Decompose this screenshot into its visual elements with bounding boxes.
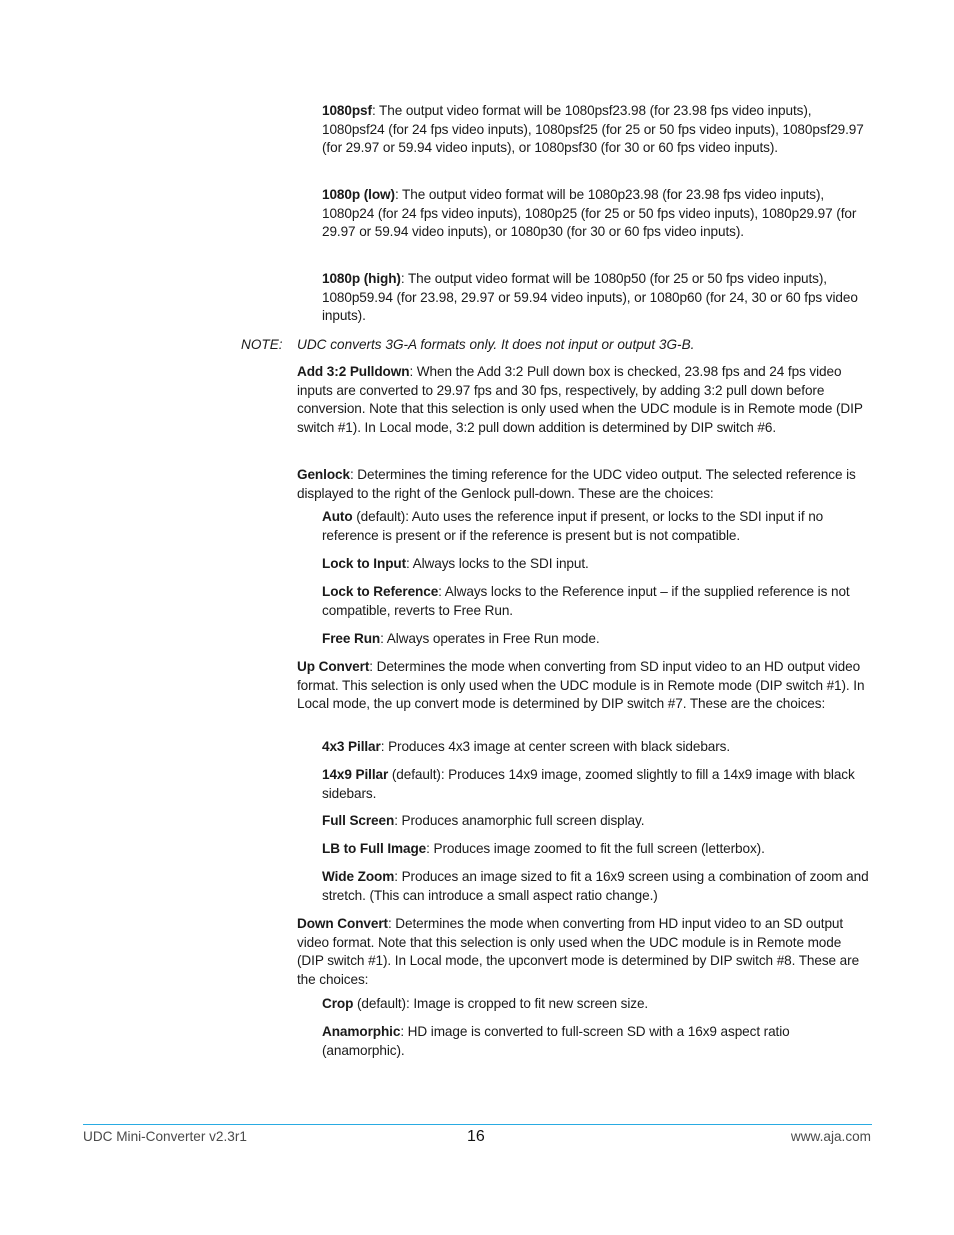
term-label: Free Run (322, 631, 381, 646)
footer-website-link[interactable]: www.aja.com (790, 1129, 871, 1144)
definition-crop (322, 995, 874, 1014)
term-description: : Always locks to the Reference input – if the supplied reference is not compatible, reverts to Free Run. (322, 584, 850, 618)
definition-up-convert (297, 658, 871, 714)
term-label: Lock to Input (322, 556, 407, 571)
term-description: (default): Produces 14x9 image, zoomed slightly to fill a 14x9 image with black sidebars. (322, 767, 855, 801)
term-description: : The output video format will be 1080p23.98 (for 23.98 fps video inputs), 1080p24 (for 24 fps video inputs), 1080p25 (for 25 or 50 fps video inputs), 1080p29.97 (for 29.97 or 59.94 video inputs), or 1080p30 (for 30 or 60 fps video inputs). (322, 187, 857, 240)
term-label: 1080p (high) (322, 271, 401, 286)
definition-genlock (297, 466, 871, 503)
term-description: : Determines the mode when converting from HD input video to an SD output video format. Note that this selection is only used when the UDC module is in Remote mode (DIP switch #1). In Local mode, the upconvert mode is determined by DIP switch #8. These are the choices: (297, 916, 860, 988)
definition-1080p-low (322, 186, 874, 242)
term-description: : Determines the timing reference for the UDC video output. The selected reference is displayed to the right of the Genlock pull-down. These are the choices: (297, 467, 856, 501)
term-description: : Produces an image sized to fit a 16x9 screen using a combination of zoom and stretch. (This can introduce a small aspect ratio change.) (322, 869, 869, 903)
note-label: NOTE: (241, 337, 283, 352)
term-description: : The output video format will be 1080p50 (for 25 or 50 fps video inputs), 1080p59.94 (for 23.98, 29.97 or 59.94 video inputs), or 1080p60 (for 24, 30 or 60 fps video inputs). (322, 271, 858, 324)
term-label: Anamorphic (322, 1024, 401, 1039)
term-label: 4x3 Pillar (322, 739, 381, 754)
term-label: Up Convert (297, 659, 370, 674)
term-description: (default): Image is cropped to fit new screen size. (353, 996, 649, 1011)
term-label: Crop (322, 996, 354, 1011)
term-label: Full Screen (322, 813, 395, 828)
term-description: : Always locks to the SDI input. (406, 556, 589, 571)
term-description: : Determines the mode when converting from SD input video to an HD output video format. This selection is only used when the UDC module is in Remote mode (DIP switch #1). In Local mode, the up convert mode is determined by DIP switch #7. These are the choices: (297, 659, 865, 712)
term-description: (default): Auto uses the reference input if present, or locks to the SDI input if no reference is present or if the reference is present but is not compatible. (322, 509, 824, 543)
term-label: LB to Full Image (322, 841, 427, 856)
term-label: 14x9 Pillar (322, 767, 389, 782)
term-label: Auto (322, 509, 353, 524)
definition-lock-to-input (322, 555, 874, 574)
term-label: Wide Zoom (322, 869, 395, 884)
definition-anamorphic (322, 1023, 874, 1060)
definition-lb-to-full-image (322, 840, 874, 859)
term-label: 1080p (low) (322, 187, 395, 202)
definition-free-run (322, 630, 874, 649)
definition-auto (322, 508, 874, 545)
term-label: 1080psf (322, 103, 372, 118)
term-description: : Produces image zoomed to fit the full screen (letterbox). (426, 841, 765, 856)
term-label: Add 3:2 Pulldown (297, 364, 410, 379)
term-description: : HD image is converted to full-screen SD with a 16x9 aspect ratio (anamorphic). (322, 1024, 790, 1058)
definition-14x9-pillar (322, 766, 874, 803)
definition-add-pulldown (297, 363, 871, 438)
term-description: : When the Add 3:2 Pull down box is checked, 23.98 fps and 24 fps video inputs are converted to 29.97 fps and 30 fps, respectively, by adding 3:2 pull down before conversion. Note that this selection is only used when the UDC module is in Remote mode (DIP switch #1). In Local mode, 3:2 pull down addition is determined by DIP switch #6. (297, 364, 863, 436)
term-description: : The output video format will be 1080psf23.98 (for 23.98 fps video inputs), 1080psf24 (for 24 fps video inputs), 1080psf25 (for 25 or 50 fps video inputs), 1080psf29.97 (for 29.97 or 59.94 video inputs), or 1080psf30 (for 30 or 60 fps video inputs). (322, 103, 864, 156)
definition-lock-to-reference (322, 583, 874, 620)
footer-page-number: 16 (467, 1128, 485, 1145)
note-text: UDC converts 3G-A formats only. It does not input or output 3G-B. (297, 337, 695, 352)
term-description: : Produces 4x3 image at center screen with black sidebars. (380, 739, 731, 754)
definition-down-convert (297, 915, 871, 990)
term-description: : Produces anamorphic full screen display. (394, 813, 645, 828)
footer-divider (83, 1124, 872, 1125)
definition-4x3-pillar (322, 738, 874, 757)
term-label: Lock to Reference (322, 584, 439, 599)
definition-full-screen (322, 812, 874, 831)
term-label: Down Convert (297, 916, 388, 931)
footer-document-title: UDC Mini-Converter v2.3r1 (83, 1129, 247, 1144)
definition-wide-zoom (322, 868, 874, 905)
term-label: Genlock (297, 467, 350, 482)
definition-1080psf (322, 102, 874, 158)
term-description: : Always operates in Free Run mode. (380, 631, 600, 646)
definition-1080p-high (322, 270, 874, 326)
